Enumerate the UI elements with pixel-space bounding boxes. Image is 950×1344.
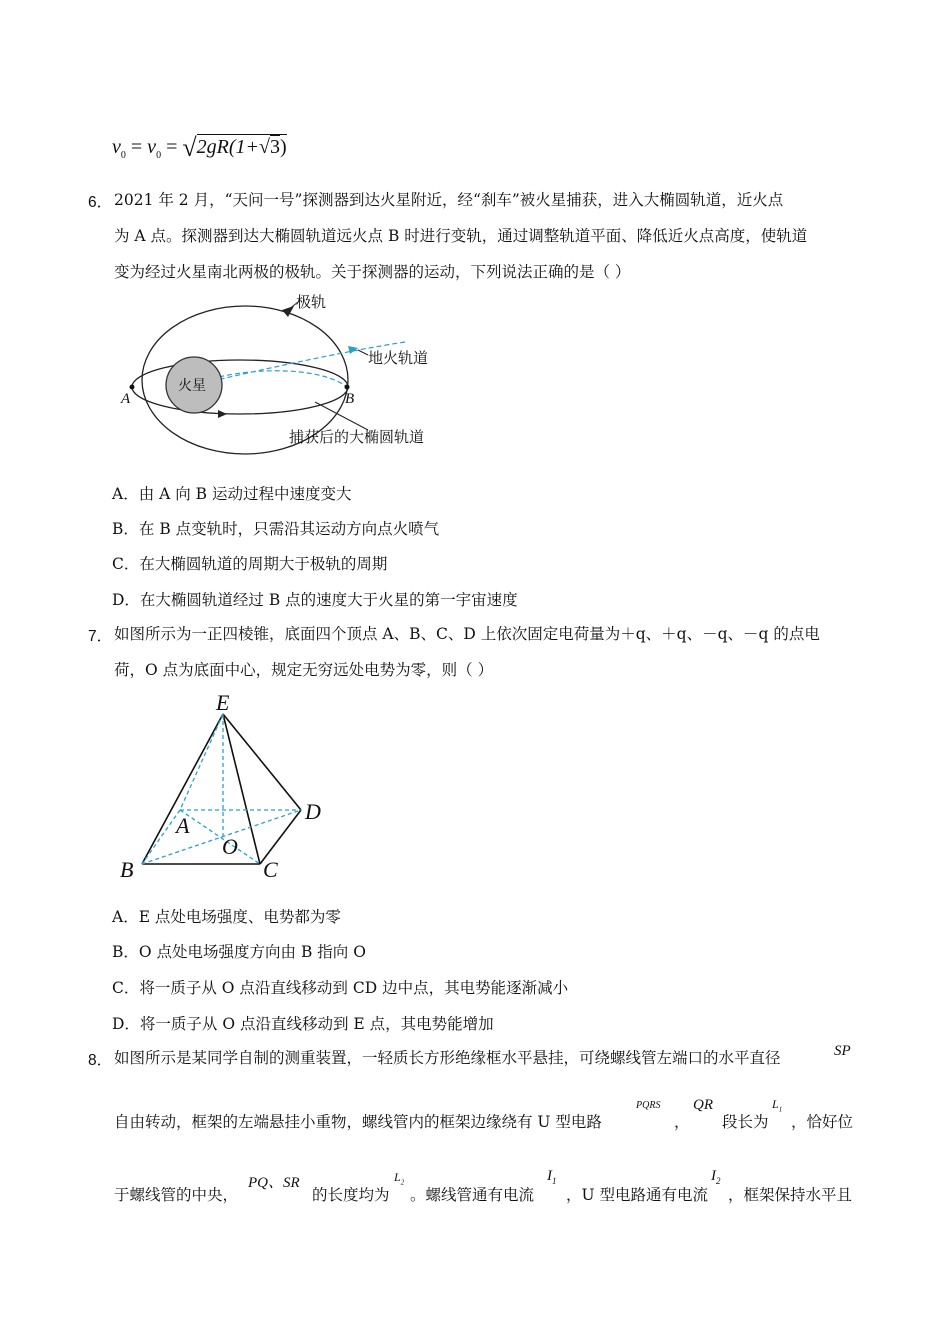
q6-number: 6． xyxy=(88,194,113,211)
label-a: A xyxy=(176,813,190,838)
edge-ab xyxy=(142,810,180,864)
label-earth-mars-orbit: 地火轨道 xyxy=(368,349,429,367)
q8-qr: QR xyxy=(693,1097,713,1113)
q7-option-a: A．E 点处电场强度、电势都为零 xyxy=(112,908,341,926)
capture-orbit-ellipse xyxy=(132,360,348,414)
q6-option-a: A．由 A 向 B 运动过程中速度变大 xyxy=(112,485,352,503)
edge-eb xyxy=(142,714,223,864)
formula-v: v xyxy=(112,136,121,158)
q7-number: 7． xyxy=(88,628,113,645)
formula-sub: 0 xyxy=(156,150,162,161)
q8-line-2c: ，恰好位 xyxy=(791,1113,854,1131)
label-point-b: B xyxy=(345,391,355,407)
q8-i2-sub: 2 xyxy=(716,1176,721,1186)
q6-option-b: B．在 B 点变轨时，只需沿其运动方向点火喷气 xyxy=(112,520,440,538)
q8-i1-letter: I xyxy=(547,1168,552,1184)
q6-option-d: D．在大椭圆轨道经过 B 点的速度大于火星的第一宇宙速度 xyxy=(112,591,518,609)
q8-l2-letter: L xyxy=(394,1170,401,1184)
label-mars: 火星 xyxy=(178,378,206,394)
q7-option-b: B．O 点处电场强度方向由 B 指向 O xyxy=(112,943,366,961)
q8-l1-letter: L xyxy=(772,1097,779,1111)
formula xyxy=(112,130,287,164)
label-e: E xyxy=(216,690,230,715)
formula-close: ) xyxy=(279,136,287,158)
label-capture-orbit: 捕获后的大椭圆轨道 xyxy=(289,428,425,446)
formula-eq: = xyxy=(166,136,178,158)
q6-line-2: 为 A 点。探测器到达大椭圆轨道远火点 B 时进行变轨，通过调整轨道平面、降低近火点高度，使轨道 xyxy=(114,227,808,245)
point-a-dot xyxy=(130,385,135,390)
q6-line-3: 变为经过火星南北两极的极轨。关于探测器的运动，下列说法正确的是（ ） xyxy=(114,263,631,281)
q8-i1-sub: 1 xyxy=(552,1176,557,1186)
inner-sqrt: √ xyxy=(259,136,270,158)
label-c: C xyxy=(263,857,278,882)
label-d: D xyxy=(305,799,321,824)
formula-eq: = xyxy=(130,136,143,158)
label-polar-orbit: 极轨 xyxy=(296,293,327,311)
q8-pqrs: PQRS xyxy=(636,1100,661,1111)
q7-line-1: 如图所示为一正四棱锥，底面四个顶点 A、B、C、D 上依次固定电荷量为＋q、＋q、－q、－q 的点电 xyxy=(114,625,820,643)
polar-orbit-arrow xyxy=(282,306,294,317)
q8-l2 xyxy=(394,1170,404,1186)
q8-l1-sub: 1 xyxy=(778,1105,783,1114)
radicand-wrap xyxy=(197,134,287,158)
formula-sub: 0 xyxy=(120,150,126,161)
q8-line-3b: 的长度均为 xyxy=(312,1186,390,1204)
q6-line-1: 2021 年 2 月，“天问一号”探测器到达火星附近，经“刹车”被火星捕获，进入大椭圆轨道，近火点 xyxy=(114,191,784,209)
edge-cd xyxy=(260,810,301,864)
label-point-a: A xyxy=(121,391,131,407)
q8-number: 8． xyxy=(88,1052,113,1069)
q7-option-c: C．将一质子从 O 点沿直线移动到 CD 边中点，其电势能逐渐减小 xyxy=(112,979,569,997)
q8-pq-sr: PQ、SR xyxy=(248,1175,300,1191)
edge-ea xyxy=(180,714,223,810)
q8-line-3d: ，U 型电路通有电流 xyxy=(566,1186,708,1204)
radicand: 2gR(1+ xyxy=(196,136,259,158)
q8-sp: SP xyxy=(834,1043,851,1059)
q8-line-3c: 。螺线管通有电流 xyxy=(410,1186,535,1204)
q7-option-d: D．将一质子从 O 点沿直线移动到 E 点，其电势能增加 xyxy=(112,1015,494,1033)
q7-line-2: 荷，O 点为底面中心，规定无穷远处电势为零，则（ ） xyxy=(114,661,494,679)
q8-i1 xyxy=(547,1168,557,1186)
q8-line-2b: 段长为 xyxy=(722,1113,769,1131)
q8-line-3a: 于螺线管的中央， xyxy=(114,1186,239,1204)
q8-line-1: 如图所示是某同学自制的测重装置，一轻质长方形绝缘框水平悬挂，可绕螺线管左端口的水平直径 xyxy=(114,1049,781,1067)
label-b: B xyxy=(120,857,134,882)
capture-orbit-arrow xyxy=(218,410,227,418)
q8-comma: ， xyxy=(674,1113,690,1131)
q8-line-2a: 自由转动，框架的左端悬挂小重物，螺线管内的框架边缘绕有 U 型电路 xyxy=(114,1113,602,1131)
inner-radicand: 3 xyxy=(269,136,280,158)
sqrt-sign: √ xyxy=(182,133,197,162)
earth-mars-leader xyxy=(358,350,368,355)
q8-i2-letter: I xyxy=(711,1168,716,1184)
label-o: O xyxy=(222,834,238,859)
formula-v: v xyxy=(147,136,157,158)
q8-i2 xyxy=(711,1168,721,1186)
q6-option-c: C．在大椭圆轨道的周期大于极轨的周期 xyxy=(112,555,388,573)
q8-l1 xyxy=(772,1097,782,1113)
q8-l2-sub: 2 xyxy=(400,1178,405,1187)
q8-line-3e: ，框架保持水平且 xyxy=(728,1186,853,1204)
point-b-dot xyxy=(345,385,350,390)
